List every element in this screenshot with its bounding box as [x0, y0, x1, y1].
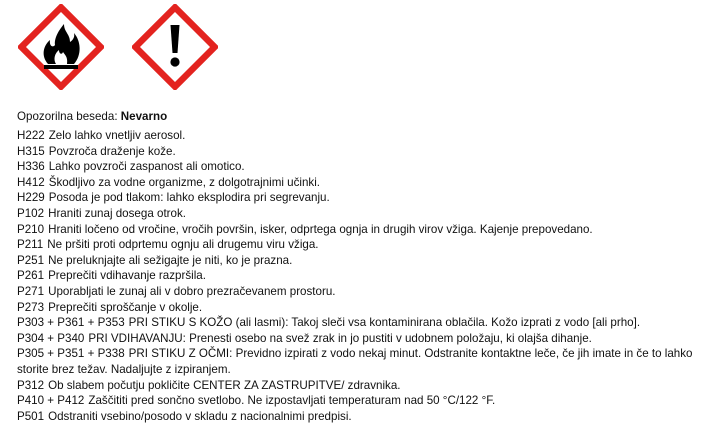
statement-text: Hraniti ločeno od vročine, vročih površin, isker, odprtega ognja in drugih virov vžiga. Kajenje prepovedano. [48, 222, 593, 236]
statement-text: Povzroča draženje kože. [48, 144, 176, 158]
flame-icon [18, 4, 104, 90]
statement-code: P304 + P340 [17, 331, 85, 345]
statement-line [17, 128, 695, 144]
statement-text: Hraniti zunaj dosega otrok. [48, 206, 186, 220]
statement-text: Ne preluknjajte ali sežigajte je niti, ko je prazna. [48, 253, 293, 267]
statement-line [17, 253, 695, 269]
statement-code: P312 [17, 378, 45, 392]
statement-line [17, 206, 695, 222]
statement-text: PRI STIKU Z OČMI: Previdno izpirati z vodo nekaj minut. Odstranite kontaktne leče, če jih imate in če to lahko storite brez težav. Nadaljujte z izpiranjem. [17, 347, 693, 376]
statement-code: P211 [17, 238, 44, 252]
statement-text: Odstraniti vsebino/posodo v skladu z nacionalnimi predpisi. [48, 409, 352, 423]
statement-code: P303 + P361 + P353 [17, 316, 125, 330]
statement-code: H222 [17, 129, 45, 142]
statement-text: Škodljivo za vodne organizme, z dolgotrajnimi učinki. [48, 175, 321, 189]
statement-text: Preprečiti sproščanje v okolje. [48, 300, 203, 314]
statement-text: PRI STIKU S KOŽO (ali lasmi): Takoj sleči vsa kontaminirana oblačila. Kožo izprati z vodo [ali prho]. [128, 316, 641, 330]
statement-line [17, 300, 695, 316]
statement-line [17, 315, 695, 331]
statement-line [17, 393, 695, 409]
statement-line [17, 190, 695, 206]
signal-word-value: Nevarno [120, 110, 168, 123]
statement-code: P410 + P412 [17, 394, 85, 408]
statement-code: H336 [17, 160, 45, 174]
statement-line [17, 237, 695, 253]
statement-line [17, 175, 695, 191]
statement-code: H412 [17, 175, 45, 189]
statement-code: P501 [17, 409, 45, 423]
signal-word [17, 110, 167, 124]
statement-code: H315 [17, 144, 45, 158]
statement-code: P273 [17, 300, 45, 314]
statement-line [17, 222, 695, 238]
statement-line [17, 346, 695, 377]
statement-text: PRI VDIHAVANJU: Prenesti osebo na svež zrak in jo pustiti v udobnem položaju, ki olajša dihanje. [88, 331, 592, 345]
statement-text: Ob slabem počutju pokličite CENTER ZA ZASTRUPITVE/ zdravnika. [48, 378, 401, 392]
statement-text: Zaščititi pred sončno svetlobo. Ne izpostavljati temperaturam nad 50 °C/122 °F. [88, 394, 496, 408]
signal-word-label: Opozorilna beseda: [17, 110, 118, 123]
statement-text: Uporabljati le zunaj ali v dobro prezračevanem prostoru. [48, 284, 336, 298]
statement-code: P102 [17, 206, 45, 220]
statement-code: H229 [17, 191, 45, 205]
statement-line [17, 331, 695, 347]
statement-line [17, 268, 695, 284]
statement-code: P261 [17, 269, 45, 283]
statement-code: P251 [17, 253, 45, 267]
statement-line [17, 409, 695, 425]
statement-code: P305 + P351 + P338 [17, 347, 125, 361]
statement-line [17, 284, 695, 300]
statement-code: P271 [17, 284, 45, 298]
hazard-statements [17, 128, 695, 424]
statement-text: Lahko povzroči zaspanost ali omotico. [48, 160, 245, 174]
statement-line [17, 159, 695, 175]
statement-text: Zelo lahko vnetljiv aerosol. [48, 129, 186, 142]
exclamation-icon [132, 4, 218, 90]
statement-text: Ne pršiti proti odprtemu ognju ali drugemu viru vžiga. [47, 238, 319, 252]
statement-text: Preprečiti vdihavanje razpršila. [48, 269, 206, 283]
statement-text: Posoda je pod tlakom: lahko eksplodira pri segrevanju. [48, 191, 330, 205]
statement-code: P210 [17, 222, 45, 236]
statement-line [17, 144, 695, 160]
statement-line [17, 378, 695, 394]
